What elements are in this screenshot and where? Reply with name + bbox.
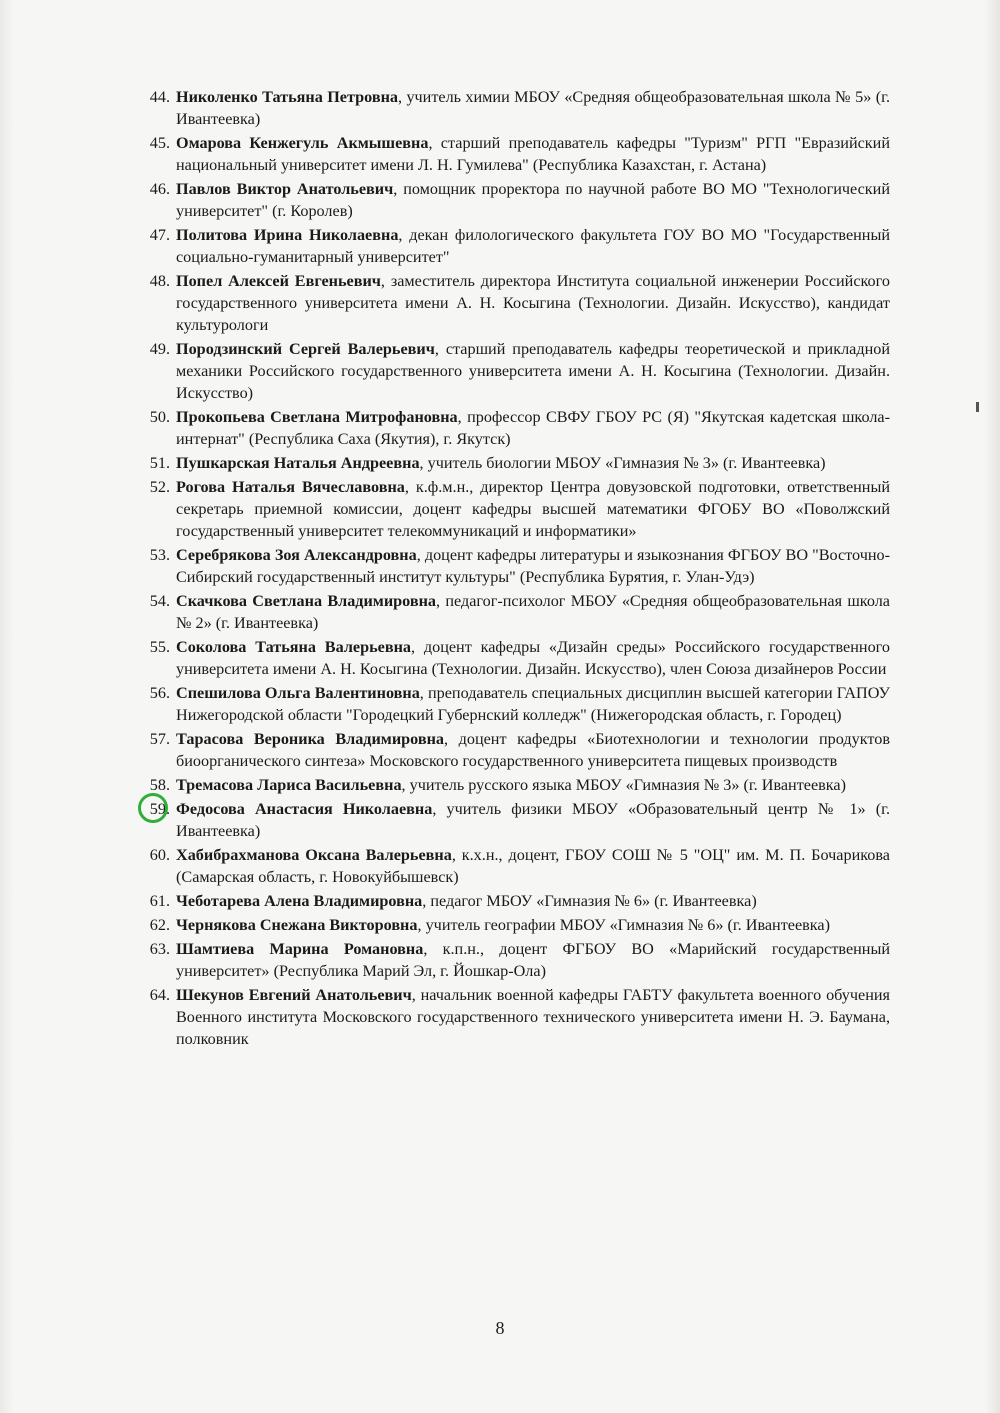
person-name: Чернякова Снежана Викторовна	[176, 916, 418, 934]
person-description: , начальник военной кафедры ГАБТУ факультета военного обучения Военного института Московского государственного технического университета имени Н. Э. Баумана, полковник	[176, 986, 890, 1048]
entry-number	[120, 270, 170, 292]
person-description: , помощник проректора по научной работе ВО МО "Технологический университет" (г. Королев)	[176, 180, 890, 220]
person-name: Скачкова Светлана Владимировна	[176, 592, 437, 610]
entry-number-text: 61.	[149, 892, 170, 910]
list-item	[120, 224, 890, 268]
list-item	[120, 682, 890, 726]
list-item	[120, 774, 890, 796]
person-description: , педагог-психолог МБОУ «Средняя общеобразовательная школа № 2» (г. Ивантеевка)	[176, 592, 890, 632]
entry-number-text: 60.	[149, 846, 170, 864]
handwritten-circle-mark	[138, 793, 168, 823]
person-name: Серебрякова Зоя Александровна	[176, 546, 417, 564]
entry-number-text: 64.	[149, 986, 170, 1004]
list-item	[120, 132, 890, 176]
person-description: , учитель химии МБОУ «Средняя общеобразовательная школа № 5» (г. Ивантеевка)	[176, 88, 890, 128]
entry-number	[120, 590, 170, 612]
entry-number-text: 54.	[149, 592, 170, 610]
list-item	[120, 476, 890, 542]
person-name: Политова Ирина Николаевна	[176, 226, 399, 244]
entry-number	[120, 132, 170, 154]
list-item	[120, 544, 890, 588]
entry-number	[120, 938, 170, 960]
person-name: Тремасова Лариса Васильевна	[176, 776, 402, 794]
person-description: , старший преподаватель кафедры "Туризм" РГП "Евразийский национальный университет имени Л. Н. Гумилева" (Республика Казахстан, г. Астана)	[176, 134, 890, 174]
entry-number	[120, 774, 170, 796]
entry-number-text: 52.	[149, 478, 170, 496]
entry-number-text: 45.	[149, 134, 170, 152]
entry-number-text: 63.	[149, 940, 170, 958]
entry-number	[120, 338, 170, 360]
list-item	[120, 86, 890, 130]
person-name: Николенко Татьяна Петровна	[176, 88, 399, 106]
list-item	[120, 728, 890, 772]
person-description: , преподаватель специальных дисциплин высшей категории ГАПОУ Нижегородской области "Городецкий Губернский колледж" (Нижегородская область, г. Городец)	[176, 684, 890, 724]
entry-number	[120, 178, 170, 200]
person-name: Прокопьева Светлана Митрофановна	[176, 408, 458, 426]
entry-number-text: 48.	[149, 272, 170, 290]
entry-number	[120, 984, 170, 1006]
entry-number	[120, 844, 170, 866]
entry-number-text: 55.	[149, 638, 170, 656]
entry-number-text: 46.	[149, 180, 170, 198]
list-item	[120, 890, 890, 912]
list-item	[120, 452, 890, 474]
list-item	[120, 590, 890, 634]
person-description: , заместитель директора Института социальной инженерии Российского государственного университета имени А. Н. Косыгина (Технологии. Дизайн. Искусство), кандидат культурологи	[176, 272, 890, 334]
person-name: Спешилова Ольга Валентиновна	[176, 684, 420, 702]
person-name: Хабибрахманова Оксана Валерьевна	[176, 846, 452, 864]
person-name: Попел Алексей Евгеньевич	[176, 272, 381, 290]
entry-number-text: 59.	[149, 800, 170, 818]
entry-number-text: 49.	[149, 340, 170, 358]
person-name: Тарасова Вероника Владимировна	[176, 730, 445, 748]
margin-mark	[976, 402, 979, 412]
person-name: Рогова Наталья Вячеславовна	[176, 478, 405, 496]
person-name: Федосова Анастасия Николаевна	[176, 800, 433, 818]
person-description: , доцент кафедры литературы и языкознания ФГБОУ ВО "Восточно-Сибирский государственный институт культуры" (Республика Бурятия, г. Улан-Удэ)	[176, 546, 890, 586]
entry-number	[120, 890, 170, 912]
entry-number	[120, 728, 170, 750]
list-item	[120, 636, 890, 680]
person-name: Шекунов Евгений Анатольевич	[176, 986, 412, 1004]
entry-number-text: 56.	[149, 684, 170, 702]
person-description: , доцент кафедры «Дизайн среды» Российского государственного университета имени А. Н. Косыгина (Технологии. Дизайн. Искусство), член Союза дизайнеров России	[176, 638, 890, 678]
entry-number	[120, 86, 170, 108]
list-item	[120, 270, 890, 336]
entry-number-text: 58.	[149, 776, 170, 794]
entry-number	[120, 914, 170, 936]
list-item	[120, 914, 890, 936]
entry-number-text: 47.	[149, 226, 170, 244]
entry-number	[120, 682, 170, 704]
entry-number	[120, 406, 170, 428]
entry-number-text: 57.	[149, 730, 170, 748]
entry-number-text: 50.	[149, 408, 170, 426]
person-description: , учитель географии МБОУ «Гимназия № 6» (г. Ивантеевка)	[417, 916, 831, 934]
person-name: Пушкарская Наталья Андреевна	[176, 454, 420, 472]
list-item	[120, 406, 890, 450]
list-item	[120, 844, 890, 888]
entry-number	[120, 636, 170, 658]
entry-number	[120, 798, 170, 820]
person-description: , декан филологического факультета ГОУ ВО МО "Государственный социально-гуманитарный университет"	[176, 226, 891, 266]
entry-number-text: 44.	[149, 88, 170, 106]
person-description: , к.п.н., доцент ФГБОУ ВО «Марийский государственный университет» (Республика Марий Эл, г. Йошкар-Ола)	[176, 940, 890, 980]
entry-number	[120, 544, 170, 566]
list-item	[120, 938, 890, 982]
person-name: Омарова Кенжегуль Акмышевна	[176, 134, 429, 152]
person-description: , профессор СВФУ ГБОУ РС (Я) "Якутская кадетская школа-интернат" (Республика Саха (Якутия), г. Якутск)	[176, 408, 891, 448]
person-name: Чеботарева Алена Владимировна	[176, 892, 423, 910]
person-name: Соколова Татьяна Валерьевна	[176, 638, 411, 656]
person-description: , старший преподаватель кафедры теоретической и прикладной механики Российского государственного университета имени А. Н. Косыгина (Технологии. Дизайн. Искусство)	[176, 340, 890, 402]
entry-number	[120, 476, 170, 498]
participant-list	[120, 86, 890, 1052]
list-item	[120, 178, 890, 222]
list-item	[120, 984, 890, 1050]
entry-number	[120, 452, 170, 474]
person-name: Павлов Виктор Анатольевич	[176, 180, 394, 198]
person-name: Породзинский Сергей Валерьевич	[176, 340, 435, 358]
person-description: , учитель русского языка МБОУ «Гимназия № 3» (г. Ивантеевка)	[401, 776, 847, 794]
list-item	[120, 798, 890, 842]
entry-number	[120, 224, 170, 246]
entry-number-text: 51.	[149, 454, 170, 472]
person-description: , педагог МБОУ «Гимназия № 6» (г. Ивантеевка)	[422, 892, 757, 910]
person-name: Шамтиева Марина Романовна	[176, 940, 424, 958]
person-description: , к.х.н., доцент, ГБОУ СОШ № 5 "ОЦ" им. М. П. Бочарикова (Самарская область, г. Новокуйбышевск)	[176, 846, 890, 886]
person-description: , к.ф.м.н., директор Центра довузовской подготовки, ответственный секретарь приемной комиссии, доцент кафедры высшей математики ФГОБУ ВО «Поволжский государственный университет телекоммуникаций и информатики»	[176, 478, 891, 540]
person-description: , учитель биологии МБОУ «Гимназия № 3» (г. Ивантеевка)	[419, 454, 826, 472]
entry-number-text: 62.	[149, 916, 170, 934]
list-item	[120, 338, 890, 404]
person-description: , доцент кафедры «Биотехнологии и технологии продуктов биоорганического синтеза» Московского государственного университета пищевых производств	[176, 730, 890, 770]
page-number: 8	[495, 1318, 505, 1338]
person-description: , учитель физики МБОУ «Образовательный центр № 1» (г. Ивантеевка)	[176, 800, 890, 840]
entry-number-text: 53.	[149, 546, 170, 564]
